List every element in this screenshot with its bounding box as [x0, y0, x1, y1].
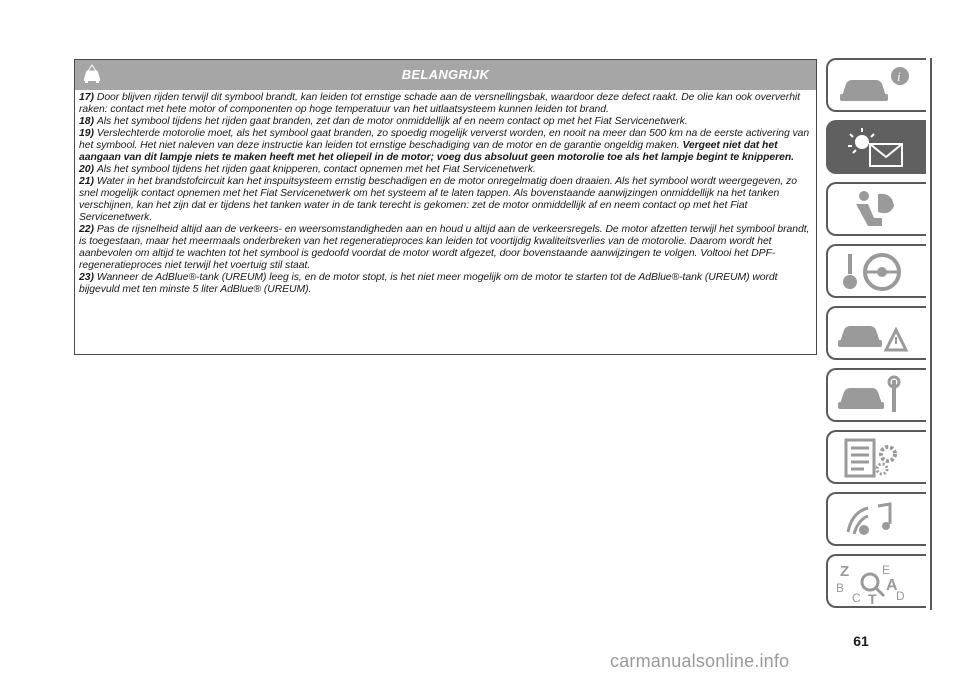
tab-car-info[interactable]	[826, 58, 926, 112]
svg-text:i: i	[897, 69, 901, 84]
notice-header	[75, 60, 816, 90]
car-info-icon	[834, 64, 914, 108]
index-letter-b: B	[836, 581, 845, 595]
technical-data-icon	[834, 436, 914, 480]
note-18: 18) Als het symbool tijdens het rijden gaat branden, zet dan de motor onmiddellijk af en neem contact op met het Fiat Servicenetwerk.	[79, 116, 688, 127]
tab-starting-driving[interactable]	[826, 244, 926, 298]
index-letter-e: E	[882, 563, 891, 577]
key-steering-wheel-icon	[834, 250, 914, 294]
notes-list	[75, 90, 816, 296]
note-19: 19) Verslechterde motorolie moet, als het symbool gaat branden, zo spoedig mogelijk ververst worden, en nooit na meer dan 500 km na de eerste activering van het symbool. Het niet naleven van deze instructie kan leiden tot ernstige beschadiging van de motor en de garantie ongeldig maken. Vergeet niet dat het aangaan van dit lampje niets te maken heeft met het oliepeil in de motor; voeg dus absoluut geen motorolie toe als het lampje begint te knipperen.	[79, 128, 810, 163]
tab-multimedia[interactable]	[826, 492, 926, 546]
tab-warning-lights[interactable]	[826, 120, 926, 174]
alphabetical-index-icon	[834, 560, 914, 604]
note-22: 22) Pas de rijsnelheid altijd aan de verkeers- en weersomstandigheden aan en houd u altijd aan de verkeersregels. De motor afzetten terwijl het symbool brandt, is toegestaan, maar het meermaals onderbreken van het regeneratieproces kan leiden tot voortijdig kwaliteitsverlies van de motorolie. Daarom wordt het aanbevolen om altijd te wachten tot het symbool is gedoofd voordat de motor wordt afgezet, door bovenstaande aanwijzingen te volgen. Voltooi het DPF-regeneratieproces niet terwijl het voertuig stil staat.	[79, 224, 810, 271]
watermark: carmanualsonline.info	[610, 651, 790, 671]
note-21: 21) Water in het brandstofcircuit kan het inspuitsysteem ernstig beschadigen en de motor onregelmatig doen draaien. Als het symbool wordt weergegeven, zo snel mogelijk contact opnemen met het Fiat Servicenetwerk om het systeem af te laten tappen. Als bovenstaande aanwijzingen onmiddellijk na het tanken verschijnen, kan het zijn dat er tijdens het tanken water in de tank terecht is gekomen: zet de motor onmiddellijk af en neem contact op met het Fiat Servicenetwerk.	[79, 176, 797, 223]
note-17: 17) Door blijven rijden terwijl dit symbool brandt, kan leiden tot ernstige schade aan de versnellingsbak, waardoor deze defect raakt. De olie kan ook oververhit raken: contact met hete motor of componenten op hoge temperatuur van het uitlaatsysteem kunnen leiden tot brand.	[79, 92, 801, 115]
index-letter-d: D	[896, 589, 905, 603]
car-crash-warning-icon	[834, 312, 914, 356]
tab-rail	[930, 58, 932, 610]
tab-maintenance[interactable]	[826, 368, 926, 422]
tab-technical-data[interactable]	[826, 430, 926, 484]
note-19-emphasis: Vergeet niet dat het aangaan van dit lampje niets te maken heeft met het oliepeil in de motor; voeg dus absoluut geen motorolie toe als het lampje begint te knipperen.	[79, 140, 794, 163]
tab-emergency[interactable]	[826, 306, 926, 360]
note-23: 23) Wanneer de AdBlue®-tank (UREUM) leeg is, en de motor stopt, is het niet meer mogelijk om de motor te starten tot de AdBlue®-tank (UREUM) wordt bijgevuld met ten minste 5 liter AdBlue® (UREUM).	[79, 272, 778, 295]
note-20: 20) Als het symbool tijdens het rijden gaat knipperen, contact opnemen met het Fiat Servicenetwerk.	[79, 164, 536, 175]
tab-index[interactable]	[826, 554, 926, 608]
warning-light-message-icon	[834, 126, 914, 170]
index-letter-z: Z	[840, 563, 850, 580]
index-letter-t: T	[868, 591, 877, 604]
notice-title: BELANGRIJK	[401, 67, 490, 82]
important-notice-box	[74, 59, 817, 355]
index-letter-a: A	[886, 577, 898, 594]
page-number: 61	[853, 633, 869, 649]
seat-airbag-icon	[834, 188, 914, 232]
index-letter-c: C	[852, 591, 861, 604]
car-maintenance-icon	[834, 374, 914, 418]
tab-safety[interactable]	[826, 182, 926, 236]
multimedia-icon	[834, 498, 914, 542]
